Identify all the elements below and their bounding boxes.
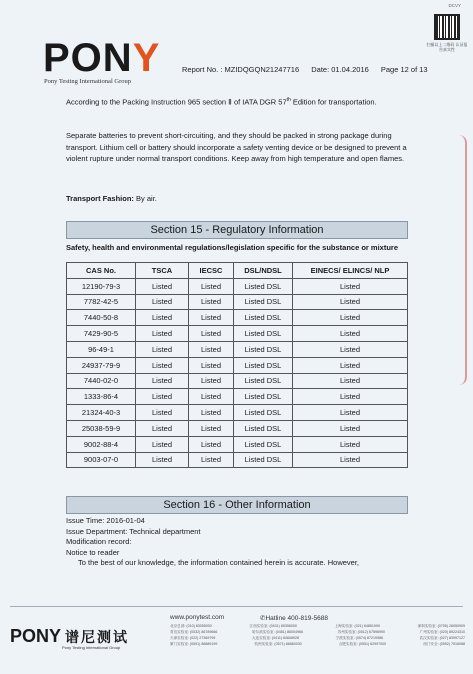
modification-record: Modification record:	[66, 537, 132, 546]
table-cell: Listed	[293, 278, 408, 294]
footer-address-entry: 天津实验室: (022) 27369799	[170, 636, 216, 640]
qr-caption: 扫描以上二维码 认证报告真实性	[426, 42, 468, 52]
footer-hotline-text: Hatline 400-819-5688	[265, 615, 328, 622]
table-row	[67, 341, 408, 357]
table-cell: Listed	[136, 357, 189, 373]
footer-logo-text: PONY	[10, 626, 62, 646]
table-cell: Listed DSL	[234, 420, 293, 436]
table-cell: Listed DSL	[234, 405, 293, 421]
logo-subtitle: Pony Testing International Group	[44, 78, 131, 85]
footer-website: www.ponytest.com	[170, 614, 225, 621]
footer-address-entry: 江西实验室: (0431) 85356000	[249, 624, 297, 628]
footer-address-entry: 大连实验室: (0411) 84608928	[251, 636, 300, 640]
column-header: CAS No.	[67, 263, 136, 279]
table-cell: Listed DSL	[234, 452, 293, 468]
section-16-heading: Section 16 - Other Information	[66, 496, 408, 514]
table-cell: Listed DSL	[234, 326, 293, 342]
table-row	[67, 326, 408, 342]
pony-logo: PONY	[43, 36, 161, 80]
table-row	[67, 357, 408, 373]
table-cell: 96-49-1	[67, 341, 136, 357]
table-cell: Listed	[293, 452, 408, 468]
table-cell: Listed	[189, 420, 234, 436]
regulatory-table	[66, 262, 408, 468]
footer-address-entry: 广州实验室: (020) 89224310	[419, 630, 465, 634]
table-cell: Listed	[189, 373, 234, 389]
footer-address-entry: 上海实验室: (021) 64851999	[334, 624, 380, 628]
footer-address-entry: 青岛实验室: (0532) 86789666	[170, 630, 218, 634]
footer-logo	[10, 626, 129, 647]
column-header: DSL/NDSL	[234, 263, 293, 279]
table-cell: Listed DSL	[234, 436, 293, 452]
table-cell: 21324-40-3	[67, 405, 136, 421]
table-header-row	[67, 263, 408, 279]
footer-address-entry: 西门安全: (0592) 7516088	[423, 642, 465, 646]
table-cell: Listed	[136, 373, 189, 389]
issue-time: Issue Time: 2016-01-04	[66, 516, 145, 525]
table-row	[67, 310, 408, 326]
table-cell: Listed DSL	[234, 278, 293, 294]
table-cell: Listed DSL	[234, 310, 293, 326]
table-cell: 7782-42-5	[67, 294, 136, 310]
column-header: TSCA	[136, 263, 189, 279]
table-cell: Listed	[136, 452, 189, 468]
table-cell: Listed DSL	[234, 341, 293, 357]
page-number: Page 12 of 13	[380, 65, 428, 74]
transport-fashion	[66, 193, 408, 205]
table-cell: Listed	[293, 436, 408, 452]
table-cell: 7440-50-8	[67, 310, 136, 326]
footer-logo-chinese: 谱尼测试	[65, 629, 130, 645]
table-cell: Listed	[293, 294, 408, 310]
packing-paragraph: According to the Packing Instruction 965 section Ⅱ of IATA DGR 57th Edition for transportation.	[66, 97, 377, 107]
table-cell: Listed	[189, 310, 234, 326]
other-information	[66, 516, 408, 569]
table-cell: 25038-59-9	[67, 420, 136, 436]
table-row	[67, 278, 408, 294]
table-cell: Listed	[136, 278, 189, 294]
table-cell: Listed	[136, 405, 189, 421]
qr-code-icon	[434, 14, 460, 40]
top-code: DCVY	[448, 3, 461, 8]
table-cell: Listed	[136, 436, 189, 452]
footer-address-entry: 哈尔滨实验室: (0451) 86004966	[252, 630, 303, 634]
footer-address-entry: 北京总部: (010) 83055000	[170, 624, 212, 628]
table-cell: Listed	[293, 357, 408, 373]
table-cell: 24937-79-9	[67, 357, 136, 373]
table-cell: Listed	[136, 310, 189, 326]
table-cell: 7429-90-5	[67, 326, 136, 342]
table-row	[67, 389, 408, 405]
transport-value: By air.	[136, 194, 157, 203]
battery-paragraph: Separate batteries to prevent short-circuiting, and they should be packed in strong package during transport. Lithium cell or battery should incorporate a safety venting device or be designed to prevent a violent rupture under normal transport conditions. Keep away from high temperature and open flames.	[66, 131, 407, 163]
footer-address-entry: 杭州实验室: (0571) 86860030	[254, 642, 302, 646]
issue-department: Issue Department: Technical department	[66, 526, 201, 536]
table-row	[67, 405, 408, 421]
table-cell: 1333-86-4	[67, 389, 136, 405]
table-cell: 9003-07-0	[67, 452, 136, 468]
report-date: Date: 01.04.2016	[311, 65, 369, 74]
table-cell: Listed	[189, 357, 234, 373]
table-row	[67, 452, 408, 468]
table-cell: 9002-88-4	[67, 436, 136, 452]
table-cell: Listed	[189, 341, 234, 357]
table-cell: Listed	[189, 436, 234, 452]
footer-address-entry: 武汉实验室: (027) 83997127	[419, 636, 465, 640]
footer-address-line	[170, 641, 465, 647]
table-cell: Listed	[189, 326, 234, 342]
table-cell: Listed	[136, 326, 189, 342]
notice-heading: Notice to reader	[66, 547, 120, 557]
notice-text: To the best of our knowledge, the information contained herein is accurate. However,	[78, 558, 359, 567]
section-15-heading: Section 15 - Regulatory Information	[66, 221, 408, 239]
footer-address-entry: 宁波实验室: (0574) 87219986	[335, 636, 384, 640]
table-cell: Listed	[293, 389, 408, 405]
table-cell: 7440-02-0	[67, 373, 136, 389]
table-row	[67, 373, 408, 389]
phone-icon: ✆	[260, 615, 266, 622]
table-cell: Listed DSL	[234, 294, 293, 310]
table-cell: Listed	[136, 420, 189, 436]
table-cell: Listed	[293, 420, 408, 436]
table-cell: Listed	[293, 326, 408, 342]
transport-label: Transport Fashion:	[66, 194, 134, 203]
table-cell: Listed	[293, 341, 408, 357]
footer-address-entry: 厦门实验室: (0591) 86889199	[170, 642, 218, 646]
footer-address-entry: 合肥实验室: (0551) 62997000	[338, 642, 387, 646]
table-cell: Listed	[189, 389, 234, 405]
table-cell: Listed	[189, 452, 234, 468]
table-cell: 12190-79-3	[67, 278, 136, 294]
footer-address-entry: 深圳实验室: (0755) 26050909	[417, 624, 465, 628]
table-cell: Listed	[136, 294, 189, 310]
regulatory-subtitle: Safety, health and environmental regulations/legislation specific for the substance or mixture	[66, 243, 399, 252]
table-row	[67, 420, 408, 436]
footer-address-entry: 苏州实验室: (0512) 67596990	[337, 630, 385, 634]
table-cell: Listed	[293, 310, 408, 326]
table-cell: Listed	[136, 341, 189, 357]
column-header: EINECS/ ELINCS/ NLP	[293, 263, 408, 279]
table-cell: Listed	[189, 278, 234, 294]
table-cell: Listed DSL	[234, 389, 293, 405]
report-header	[182, 65, 438, 74]
footer-addresses	[170, 623, 465, 647]
table-cell: Listed	[293, 373, 408, 389]
table-cell: Listed	[136, 389, 189, 405]
footer-hotline	[260, 614, 328, 622]
table-row	[67, 294, 408, 310]
table-cell: Listed	[189, 405, 234, 421]
footer-logo-subtitle: Pony Testing International Group	[62, 645, 121, 650]
table-cell: Listed DSL	[234, 357, 293, 373]
table-cell: Listed	[293, 405, 408, 421]
footer-divider	[10, 606, 463, 607]
report-number: Report No. : MZIDQGQN21247716	[182, 65, 300, 74]
page-edge-mark	[459, 135, 467, 385]
column-header: IECSC	[189, 263, 234, 279]
table-cell: Listed	[189, 294, 234, 310]
table-row	[67, 436, 408, 452]
table-cell: Listed DSL	[234, 373, 293, 389]
